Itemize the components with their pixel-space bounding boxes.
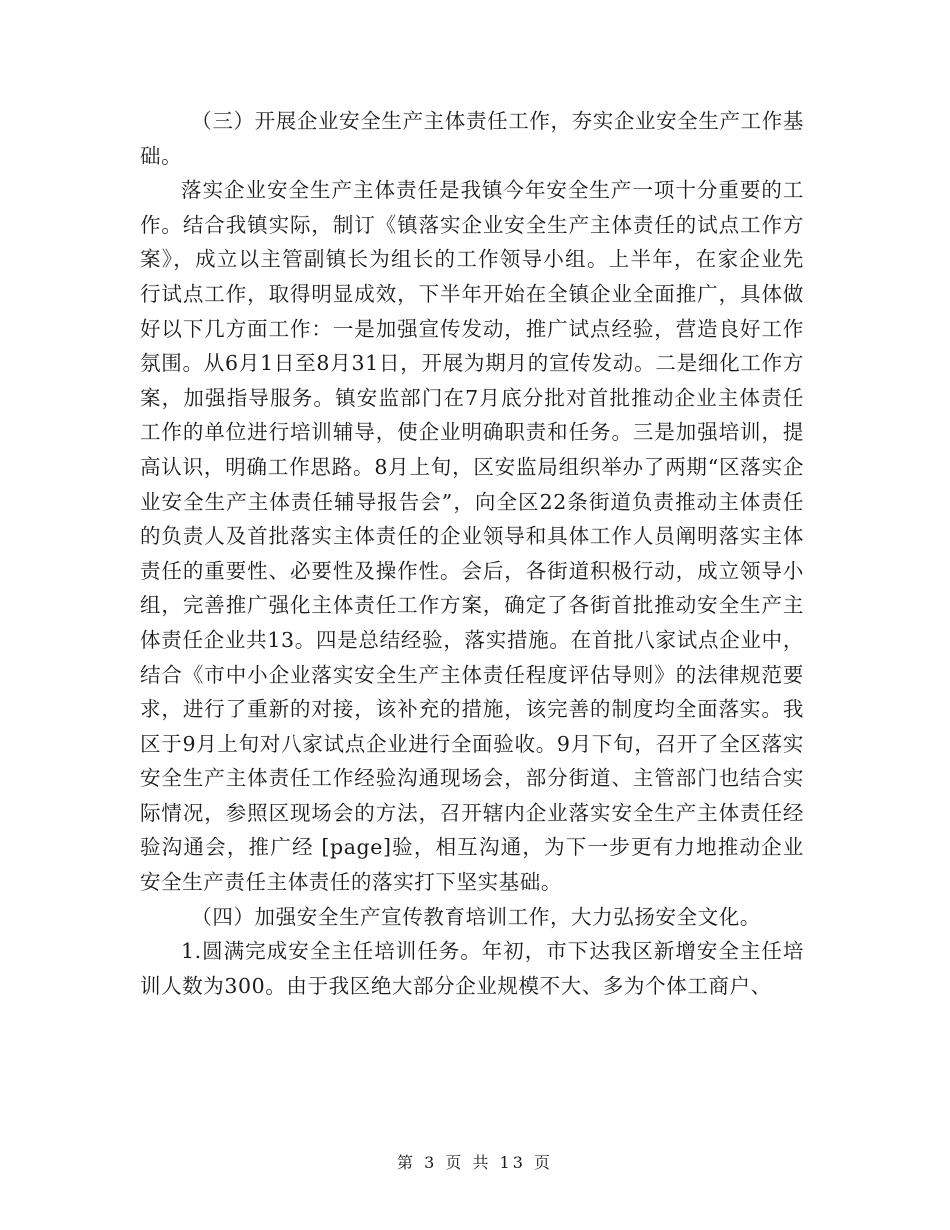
document-body <box>140 104 804 1003</box>
page-footer: 第 3 页 共 13 页 <box>397 1153 553 1172</box>
body-paragraph: 1.圆满完成安全主任培训任务。年初，市下达我区新增安全主任培训人数为300。由于我区绝大部分企业规模不大、多为个体工商户、 <box>140 939 804 998</box>
section-heading-3: （三）开展企业安全生产主体责任工作，夯实企业安全生产工作基础。 <box>140 109 804 168</box>
body-paragraph: 落实企业安全生产主体责任是我镇今年安全生产一项十分重要的工作。结合我镇实际，制订《镇落实企业安全生产主体责任的试点工作方案》，成立以主管副镇长为组长的工作领导小组。上半年，在家企业先行试点工作，取得明显成效，下半年开始在全镇企业全面推广，具体做好以下几方面工作：一是加强宣传发动，推广试点经验，营造良好工作氛围。从6月1日至8月31日，开展为期月的宣传发动。二是细化工作方案，加强指导服务。镇安监部门在7月底分批对首批推动企业主体责任工作的单位进行培训辅导，使企业明确职责和任务。三是加强培训，提高认识，明确工作思路。8月上旬，区安监局组织举办了两期“区落实企业安全生产主体责任辅导报告会”，向全区22条街道负责推动主体责任的负责人及首批落实主体责任的企业领导和具体工作人员阐明落实主体责任的重要性、必要性及操作性。会后，各街道积极行动，成立领导小组，完善推广强化主体责任工作方案，确定了各街首批推动安全生产主体责任企业共13。四是总结经验，落实措施。在首批八家试点企业中，结合《市中小企业落实安全生产主体责任程度评估导则》的法律规范要求，进行了重新的对接，该补充的措施，该完善的制度均全面落实。我区于9月上旬对八家试点企业进行全面验收。9月下旬，召开了全区落实安全生产主体责任工作经验沟通现场会，部分街道、主管部门也结合实际情况，参照区现场会的方法，召开辖内企业落实安全生产主体责任经验沟通会，推广经 [page]验，相互沟通，为下一步更有力地推动企业安全生产责任主体责任的落实打下坚实基础。 <box>140 178 804 895</box>
section-heading-4: （四）加强安全生产宣传教育培训工作，大力弘扬安全文化。 <box>191 904 761 929</box>
